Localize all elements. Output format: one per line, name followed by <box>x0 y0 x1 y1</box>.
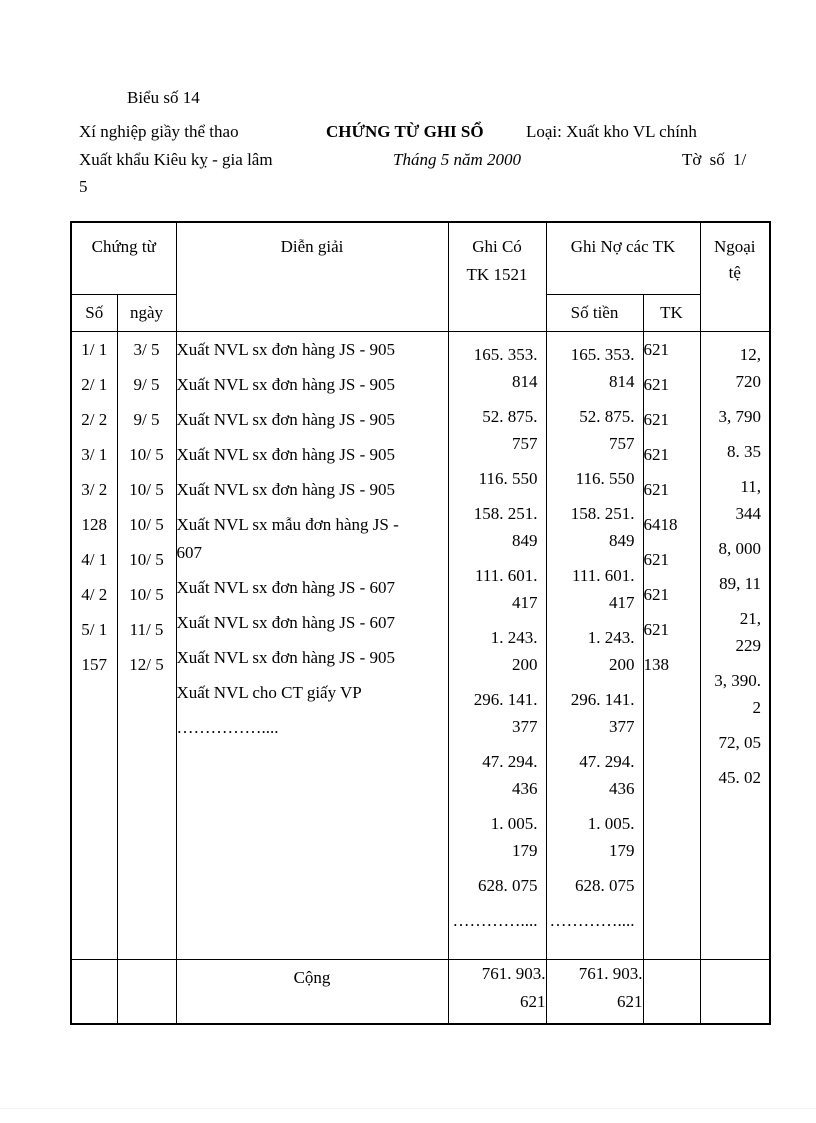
foreign-currency-amount <box>701 764 762 791</box>
credit-amount-line: ………….... <box>452 910 538 930</box>
debit-amount-line: 179 <box>609 840 635 860</box>
voucher-number: 128 <box>81 514 107 534</box>
credit-amount-line: 628. 075 <box>478 875 538 895</box>
document-title: CHỨNG TỪ GHI SỔ <box>326 122 484 141</box>
debit-amount <box>547 907 635 934</box>
voucher-date: 10/ 5 <box>129 444 164 464</box>
credit-amount-line: 1. 243. <box>490 627 538 647</box>
account-code: 621 <box>643 374 669 394</box>
description-line: Xuất NVL sx mẫu đơn hàng JS - <box>176 514 399 534</box>
foreign-currency-amount <box>701 570 762 597</box>
total-label: Cộng <box>176 959 448 1024</box>
header-ghi-co: Ghi Có TK 1521 <box>448 222 546 331</box>
total-ghi-co: 761. 903. 621 <box>448 959 546 1024</box>
foreign-currency-amount <box>701 535 762 562</box>
debit-amount <box>547 624 635 678</box>
sheet-number: Tờ số 1/ <box>682 150 747 169</box>
account-code: 621 <box>643 619 669 639</box>
description-line: Xuất NVL sx đơn hàng JS - 905 <box>176 339 395 359</box>
debit-amount-line: 849 <box>609 530 635 550</box>
foreign-currency-amount-line: 11, <box>740 476 762 496</box>
voucher-date: 10/ 5 <box>129 549 164 569</box>
description-line: Xuất NVL sx đơn hàng JS - 905 <box>176 374 395 394</box>
account-code: 621 <box>643 444 669 464</box>
header-so: Số <box>71 294 117 331</box>
foreign-currency-amount <box>701 341 762 395</box>
credit-amount <box>449 562 538 616</box>
sheet-number-cont: 5 <box>79 177 88 196</box>
voucher-date: 10/ 5 <box>129 479 164 499</box>
ghi-co-column <box>448 331 546 959</box>
so-tien-column <box>546 331 643 959</box>
credit-amount-line: 179 <box>512 840 538 860</box>
so-column <box>71 331 117 959</box>
credit-amount <box>449 686 538 740</box>
voucher-date: 10/ 5 <box>129 584 164 604</box>
total-ngoai-te-cell <box>700 959 770 1024</box>
description-line: …………….... <box>176 717 279 737</box>
description-line: Xuất NVL sx đơn hàng JS - 905 <box>176 409 395 429</box>
credit-amount-line: 757 <box>512 433 538 453</box>
total-so-cell <box>71 959 117 1024</box>
header-so-tien: Số tiền <box>546 294 643 331</box>
voucher-number: 3/ 1 <box>81 444 108 464</box>
credit-amount-line: 47. 294. <box>482 751 538 771</box>
voucher-date: 10/ 5 <box>129 514 164 534</box>
foreign-currency-amount-line: 12, <box>739 344 762 364</box>
description-line: 607 <box>176 542 202 562</box>
foreign-currency-amount-line: 2 <box>752 697 762 717</box>
credit-amount <box>449 465 538 492</box>
foreign-currency-amount <box>701 403 762 430</box>
foreign-currency-amount-line: 3, 390. <box>714 670 762 690</box>
debit-amount-line: 1. 005. <box>587 813 635 833</box>
debit-amount <box>547 465 635 492</box>
credit-amount <box>449 810 538 864</box>
debit-amount-line: 628. 075 <box>575 875 635 895</box>
period: Tháng 5 năm 2000 <box>393 150 521 169</box>
foreign-currency-amount-line: 229 <box>735 635 762 655</box>
foreign-currency-amount-line: 8. 35 <box>727 441 762 461</box>
foreign-currency-amount-line: 89, 11 <box>719 573 762 593</box>
voucher-date: 12/ 5 <box>129 654 164 674</box>
debit-amount-line: 296. 141. <box>570 689 635 709</box>
voucher-number: 2/ 1 <box>81 374 108 394</box>
account-code: 621 <box>643 584 669 604</box>
debit-amount <box>547 341 635 395</box>
foreign-currency-amount <box>701 667 762 721</box>
document-type: Loại: Xuất kho VL chính <box>526 122 697 141</box>
credit-amount <box>449 748 538 802</box>
account-code: 6418 <box>643 514 678 534</box>
account-code: 621 <box>643 339 669 359</box>
account-code: 621 <box>643 549 669 569</box>
debit-amount <box>547 562 635 616</box>
debit-amount-line: 116. 550 <box>575 468 635 488</box>
credit-amount-line: 158. 251. <box>473 503 538 523</box>
ledger-table <box>70 221 771 1025</box>
debit-amount-line: 111. 601. <box>572 565 635 585</box>
account-code: 138 <box>643 654 669 674</box>
debit-amount <box>547 403 635 457</box>
description-line: Xuất NVL cho CT giấy VP <box>176 682 362 702</box>
total-so-tien: 761. 903. 621 <box>546 959 643 1024</box>
voucher-number: 5/ 1 <box>81 619 108 639</box>
debit-amount <box>547 748 635 802</box>
voucher-date: 9/ 5 <box>133 409 160 429</box>
credit-amount <box>449 341 538 395</box>
header-dien-giai: Diễn giải <box>176 222 448 331</box>
debit-amount-line: 417 <box>609 592 635 612</box>
credit-amount <box>449 624 538 678</box>
debit-amount <box>547 686 635 740</box>
voucher-number: 1/ 1 <box>81 339 108 359</box>
debit-amount <box>547 872 635 899</box>
voucher-date: 3/ 5 <box>133 339 160 359</box>
ngay-column <box>117 331 176 959</box>
voucher-number: 4/ 2 <box>81 584 108 604</box>
account-code: 621 <box>643 409 669 429</box>
debit-amount <box>547 810 635 864</box>
credit-amount-line: 814 <box>512 371 538 391</box>
description-line: Xuất NVL sx đơn hàng JS - 905 <box>176 647 395 667</box>
form-number: Biểu số 14 <box>127 88 200 107</box>
company-name-line2: Xuất khẩu Kiêu kỵ - gia lâm <box>79 150 273 169</box>
debit-amount-line: 1. 243. <box>587 627 635 647</box>
description-line: Xuất NVL sx đơn hàng JS - 905 <box>176 444 395 464</box>
tk-column <box>643 331 700 959</box>
total-tk-cell <box>643 959 700 1024</box>
foreign-currency-amount <box>701 438 762 465</box>
header-chung-tu: Chứng từ <box>71 222 176 294</box>
credit-amount-line: 296. 141. <box>473 689 538 709</box>
debit-amount-line: 47. 294. <box>579 751 635 771</box>
credit-amount-line: 436 <box>512 778 538 798</box>
debit-amount-line: 165. 353. <box>570 344 635 364</box>
credit-amount <box>449 907 538 934</box>
credit-amount-line: 200 <box>512 654 538 674</box>
description-line: Xuất NVL sx đơn hàng JS - 905 <box>176 479 395 499</box>
credit-amount-line: 165. 353. <box>473 344 538 364</box>
page-edge <box>0 1108 816 1109</box>
voucher-number: 2/ 2 <box>81 409 108 429</box>
foreign-currency-amount-line: 3, 790 <box>718 406 762 426</box>
header-tk: TK <box>643 294 700 331</box>
voucher-number: 4/ 1 <box>81 549 108 569</box>
credit-amount <box>449 403 538 457</box>
credit-amount-line: 116. 550 <box>478 468 538 488</box>
description-line: Xuất NVL sx đơn hàng JS - 607 <box>176 577 395 597</box>
header-ghi-no: Ghi Nợ các TK <box>546 222 700 294</box>
debit-amount-line: 200 <box>609 654 635 674</box>
voucher-date: 11/ 5 <box>129 619 164 639</box>
credit-amount-line: 1. 005. <box>490 813 538 833</box>
voucher-number: 3/ 2 <box>81 479 108 499</box>
credit-amount-line: 417 <box>512 592 538 612</box>
total-ngay-cell <box>117 959 176 1024</box>
debit-amount-line: 158. 251. <box>570 503 635 523</box>
debit-amount-line: ………….... <box>549 910 635 930</box>
debit-amount-line: 757 <box>609 433 635 453</box>
foreign-currency-amount-line: 344 <box>735 503 762 523</box>
credit-amount-line: 377 <box>512 716 538 736</box>
debit-amount-line: 377 <box>609 716 635 736</box>
account-code: 621 <box>643 479 669 499</box>
debit-amount-line: 814 <box>609 371 635 391</box>
credit-amount-line: 111. 601. <box>475 565 538 585</box>
debit-amount <box>547 500 635 554</box>
credit-amount <box>449 872 538 899</box>
foreign-currency-amount-line: 21, <box>739 608 762 628</box>
foreign-currency-amount <box>701 473 762 527</box>
credit-amount-line: 52. 875. <box>482 406 538 426</box>
company-name-line1: Xí nghiệp giầy thể thao <box>79 122 239 141</box>
ngoai-te-column <box>700 331 770 959</box>
foreign-currency-amount <box>701 605 762 659</box>
header-ngoai-te: Ngoại tệ <box>700 222 770 331</box>
foreign-currency-amount-line: 72, 05 <box>718 732 762 752</box>
description-line: Xuất NVL sx đơn hàng JS - 607 <box>176 612 395 632</box>
debit-amount-line: 52. 875. <box>579 406 635 426</box>
header-ngay: ngày <box>117 294 176 331</box>
foreign-currency-amount-line: 45. 02 <box>718 767 762 787</box>
debit-amount-line: 436 <box>609 778 635 798</box>
dien-giai-column <box>176 331 448 959</box>
foreign-currency-amount-line: 720 <box>735 371 762 391</box>
credit-amount-line: 849 <box>512 530 538 550</box>
voucher-number: 157 <box>81 654 107 674</box>
foreign-currency-amount-line: 8, 000 <box>718 538 762 558</box>
foreign-currency-amount <box>701 729 762 756</box>
voucher-date: 9/ 5 <box>133 374 160 394</box>
credit-amount <box>449 500 538 554</box>
